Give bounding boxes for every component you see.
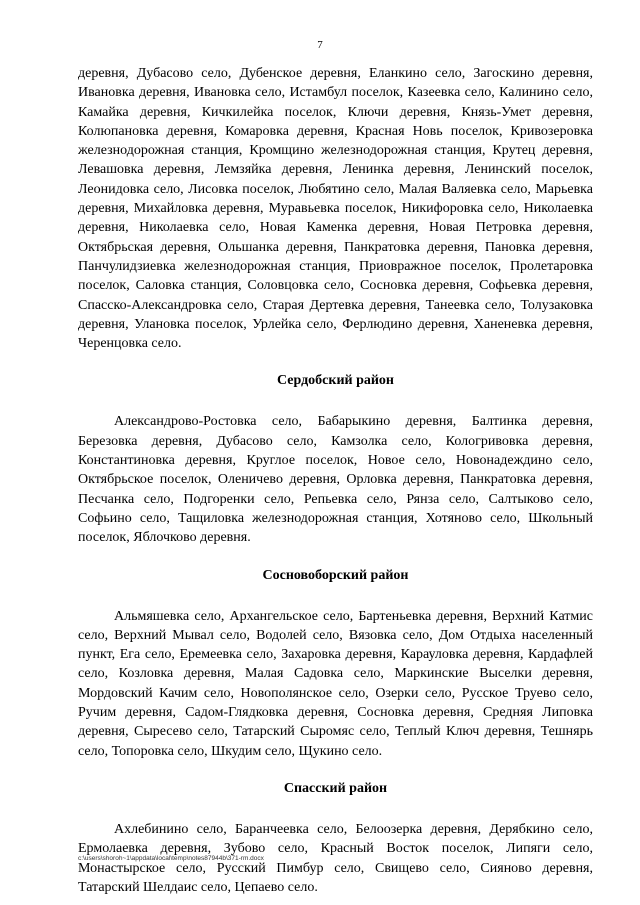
section-text-sosnovoborsky: Альмяшевка село, Архангельское село, Бартеньевка деревня, Верхний Катмис село, Верхний Мывал село, Водолей село, Вязовка село, Дом Отдыха населенный пункт, Ега село, Еремеевка село, Захаровка деревня, Карауловка деревня, Кардафлей село, Козловка деревня, Малая Садовка село, Маркинские Выселки деревня, Мордовский Качим село, Новополянское село, Озерки село, Русское Труево село, Ручим деревня, Садом-Глядковка деревня, Сосновка деревня, Средняя Липовка деревня, Сыресево село, Татарский Сыромяс село, Теплый Ключ деревня, Тешнярь село, Топоровка село, Шкудим село, Щукино село.	[78, 608, 593, 759]
intro-paragraph: деревня, Дубасово село, Дубенское деревня, Еланкино село, Загоскино деревня, Ивановка деревня, Ивановка село, Истамбул поселок, Казеевка село, Калинино село, Камайка деревня, Кичкилейка поселок, Ключи деревня, Князь-Умет деревня, Колюпановка деревня, Комаровка деревня, Красная Новь поселок, Кривозеровка железнодорожная станция, Кромщино железнодорожная станция, Крутец деревня, Левашовка деревня, Лемзяйка деревня, Ленинка деревня, Ленинский поселок, Леонидовка село, Лисовка поселок, Любятино село, Малая Валяевка село, Марьевка деревня, Михайловка деревня, Муравьевка поселок, Никифоровка село, Николаевка деревня, Николаевка село, Новая Каменка деревня, Новая Петровка деревня, Октябрьская деревня, Ольшанка деревня, Панкратовка деревня, Пановка деревня, Панчулидзиевка железнодорожная станция, Приовражное поселок, Пролетаровка поселок, Саловка станция, Соловцовка село, Сосновка деревня, Софьевка деревня, Спасско-Александровка село, Старая Дертевка деревня, Танеевка село, Толузаковка деревня, Улановка поселок, Урлейка село, Ферлюдино деревня, Ханеневка деревня, Черенцовка село.	[78, 66, 593, 352]
document-body	[78, 64, 593, 897]
section-text-serdobsky: Александрово-Ростовка село, Бабарыкино деревня, Балтинка деревня, Березовка деревня, Дубасово село, Камзолка село, Кологривовка деревня, Константиновка деревня, Круглое поселок, Новое село, Новонадеждино село, Октябрьское поселок, Оленичево деревня, Орловка деревня, Панкратовка деревня, Песчанка село, Подгоренки село, Репьевка село, Рянза село, Салтыково село, Софьино село, Тащиловка железнодорожная станция, Хотяново село, Школьный поселок, Яблочково деревня.	[78, 414, 593, 546]
section-heading-sosnovoborsky: Сосновоборский район	[262, 567, 409, 583]
footer-file-path: c:\users\shoroh~1\appdata\local\temp\notes87944b\371-rm.docx	[78, 855, 264, 862]
page-number: 7	[317, 39, 323, 51]
section-heading-serdobsky: Сердобский район	[276, 373, 394, 389]
section-text-spassky: Ахлебинино село, Баранчеевка село, Белоозерка деревня, Дерябкино село, Ермолаевка деревня, Зубово село, Красный Восток поселок, Липяги село, Монастырское село, Русский Пимбур село, Свищево село, Сияново деревня, Татарский Шелдаис село, Цепаево село.	[78, 821, 593, 895]
section-heading-spassky: Спасский район	[283, 780, 388, 796]
